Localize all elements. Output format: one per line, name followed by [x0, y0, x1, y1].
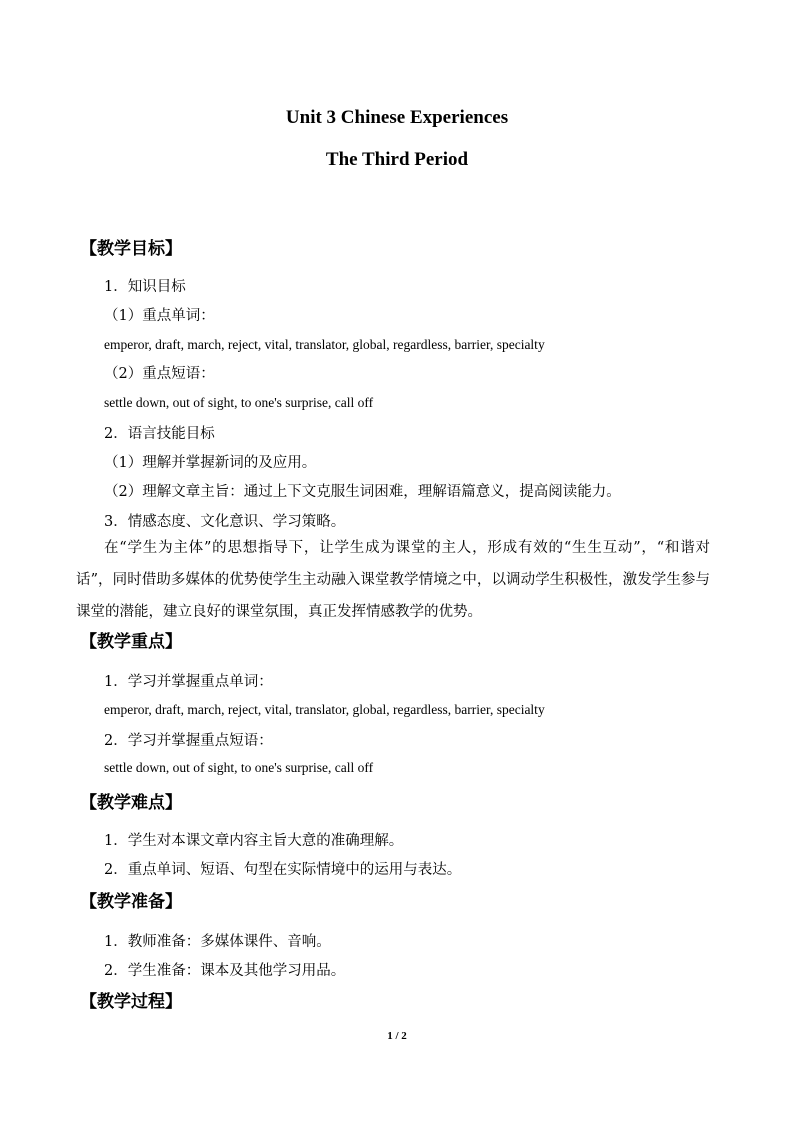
focus-item-2: 2．学习并掌握重点短语： — [104, 733, 273, 749]
key-phrases-list: settle down, out of sight, to one's surprise, call off — [104, 395, 374, 410]
attitude-goal: 3．情感态度、文化意识、学习策略。 — [104, 514, 346, 530]
document-subtitle: The Third Period — [325, 149, 469, 170]
heading-objectives: 【教学目标】 — [80, 239, 182, 259]
skill-item-1: （1）理解并掌握新词的及应用。 — [104, 455, 317, 471]
document-title: Unit 3 Chinese Experiences — [285, 107, 509, 128]
heading-difficulty: 【教学难点】 — [80, 793, 182, 813]
key-phrases-label: （2）重点短语： — [104, 366, 215, 382]
objectives-paragraph: 在“学生为主体”的思想指导下，让学生成为课堂的主人，形成有效的“生生互动”，“和谐对话”，同时借助多媒体的优势使学生主动融入课堂教学情境之中，以调动学生积极性，激发学生参与课堂的潜能，建立良好的课堂氛围，真正发挥情感教学的优势。 — [76, 540, 710, 620]
focus-item-1: 1．学习并掌握重点单词： — [104, 674, 273, 690]
heading-focus: 【教学重点】 — [80, 632, 182, 652]
prep-item-1: 1．教师准备：多媒体课件、音响。 — [104, 934, 331, 950]
key-words-list: emperor, draft, march, reject, vital, translator, global, regardless, barrier, specialty — [104, 337, 545, 352]
key-words-label: （1）重点单词： — [104, 308, 215, 324]
focus-words-list: emperor, draft, march, reject, vital, translator, global, regardless, barrier, specialty — [104, 702, 545, 717]
difficulty-item-1: 1．学生对本课文章内容主旨大意的准确理解。 — [104, 833, 404, 849]
page-number: 1 / 2 — [387, 1030, 407, 1042]
heading-preparation: 【教学准备】 — [80, 892, 182, 912]
prep-item-2: 2．学生准备：课本及其他学习用品。 — [104, 963, 346, 979]
knowledge-goal: 1．知识目标 — [104, 279, 186, 295]
skill-item-2: （2）理解文章主旨：通过上下文克服生词困难，理解语篇意义，提高阅读能力。 — [104, 484, 621, 500]
skills-goal: 2．语言技能目标 — [104, 426, 215, 442]
focus-phrases-list: settle down, out of sight, to one's surprise, call off — [104, 760, 374, 775]
heading-process: 【教学过程】 — [80, 992, 182, 1012]
difficulty-item-2: 2．重点单词、短语、句型在实际情境中的运用与表达。 — [104, 862, 462, 878]
